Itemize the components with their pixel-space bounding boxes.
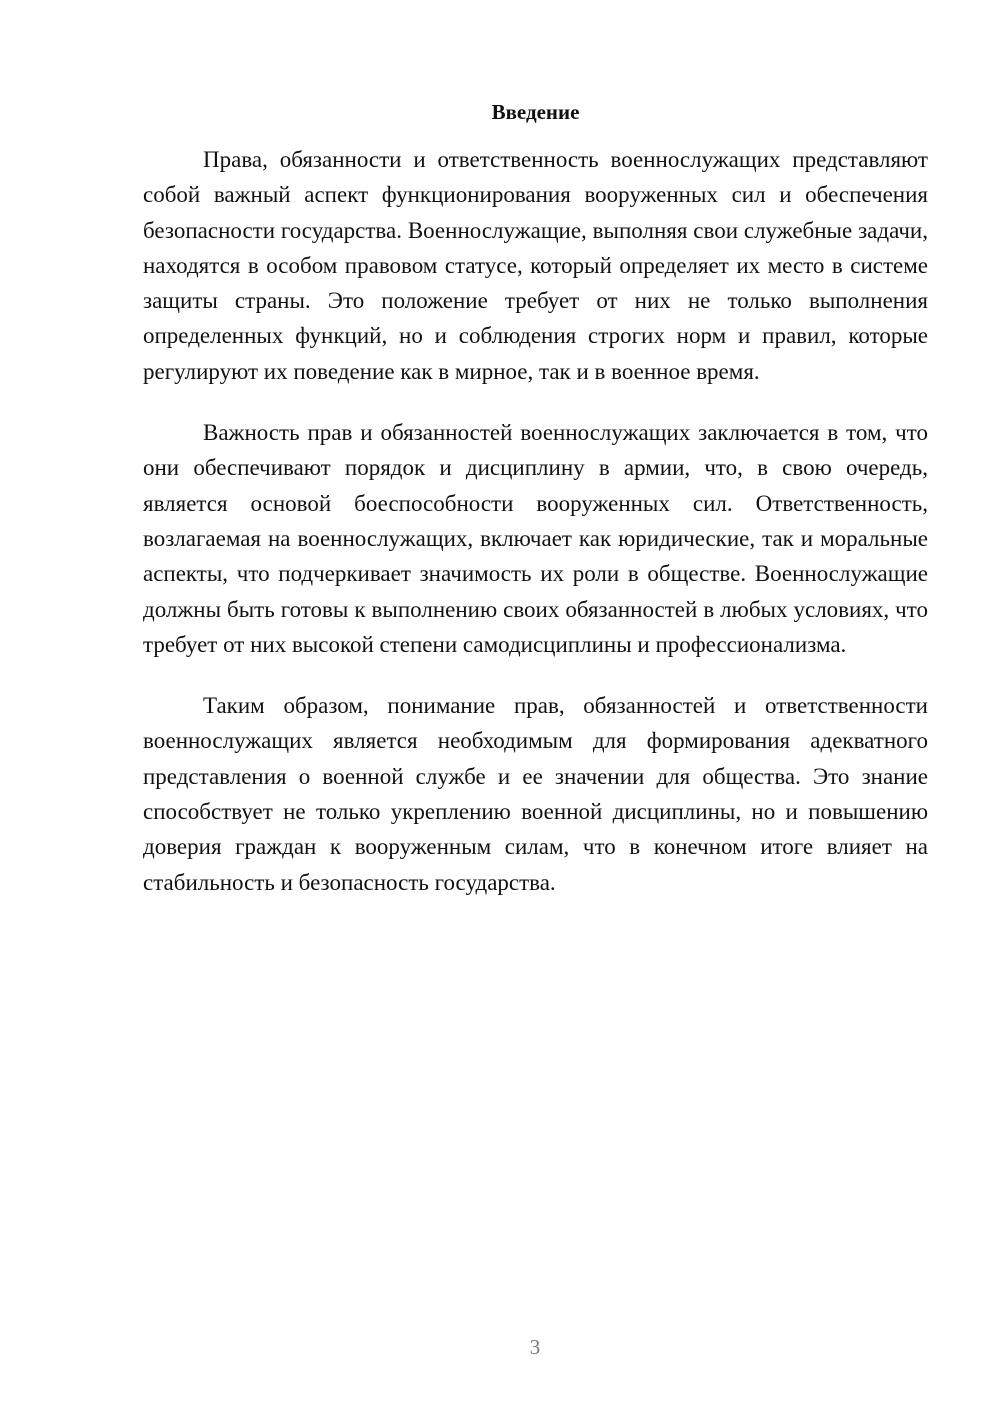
section-heading: Введение	[491, 100, 580, 124]
page-number: 3	[529, 1335, 541, 1359]
body-text	[143, 142, 928, 926]
paragraph-3: Таким образом, понимание прав, обязанностей и ответственности военнослужащих является необходимым для формирования адекватного представления о военной службе и ее значении для общества. Это знание способствует не только укреплению военной дисциплины, но и повышению доверия граждан к вооруженным силам, что в конечном итоге влияет на стабильность и безопасность государства.	[143, 693, 928, 895]
paragraph-2: Важность прав и обязанностей военнослужащих заключается в том, что они обеспечивают порядок и дисциплину в армии, что, в свою очередь, является основой боеспособности вооруженных сил. Ответственность, возлагаемая на военнослужащих, включает как юридические, так и моральные аспекты, что подчеркивает значимость их роли в обществе. Военнослужащие должны быть готовы к выполнению своих обязанностей в любых условиях, что требует от них высокой степени самодисциплины и профессионализма.	[143, 420, 928, 657]
paragraph-1: Права, обязанности и ответственность военнослужащих представляют собой важный аспект функционирования вооруженных сил и обеспечения безопасности государства. Военнослужащие, выполняя свои служебные задачи, находятся в особом правовом статусе, который определяет их место в системе защиты страны. Это положение требует от них не только выполнения определенных функций, но и соблюдения строгих норм и правил, которые регулируют их поведение как в мирное, так и в военное время.	[143, 147, 928, 384]
